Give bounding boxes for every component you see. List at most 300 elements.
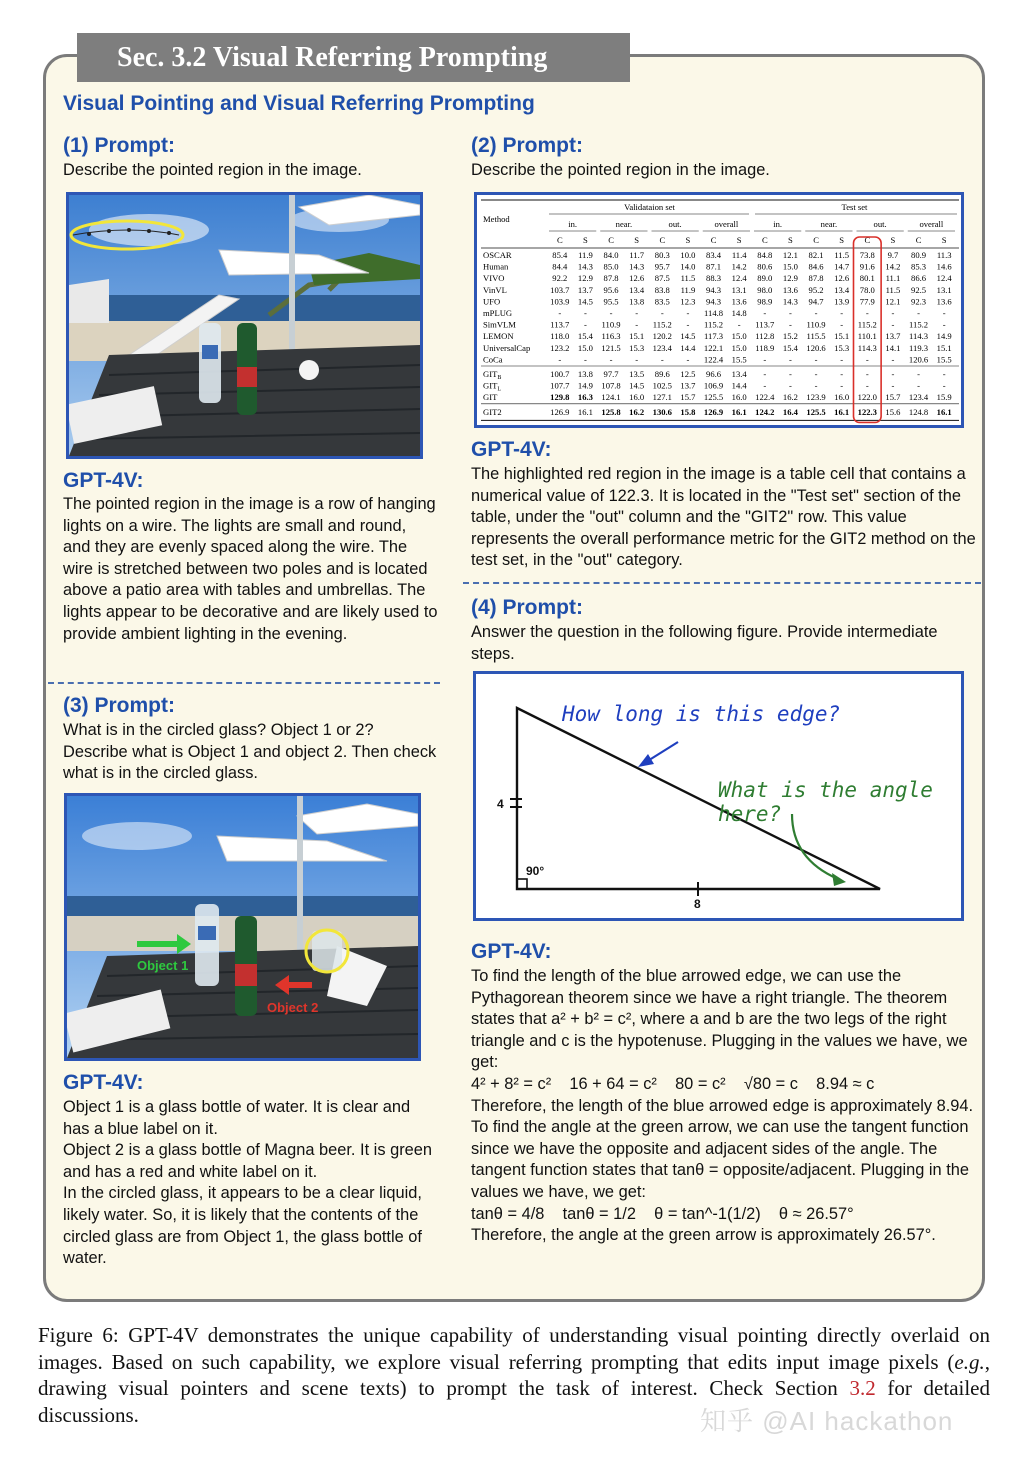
table-cell: 10.0 — [680, 250, 696, 260]
table-cell: 12.5 — [680, 369, 696, 379]
table-cell: - — [942, 380, 946, 391]
angle-label-90: 90° — [526, 864, 545, 878]
table-row-label: CoCa — [483, 354, 503, 365]
gpt4-answer-line: Therefore, the angle at the green arrow is approximately 26.57°. — [471, 1226, 936, 1245]
table-cell: 118.9 — [755, 342, 775, 353]
watermark: 知乎 @AI hackathon — [700, 1406, 954, 1436]
table-cell: 14.0 — [680, 261, 696, 272]
table-cell: 83.8 — [654, 284, 670, 295]
table-row-label: GIT2 — [483, 406, 502, 417]
table-cell: 11.7 — [629, 250, 645, 260]
table-cell: 94.3 — [706, 296, 722, 307]
table-cell: 16.2 — [629, 406, 645, 417]
table-cell: 106.9 — [703, 380, 724, 391]
table-cell: 15.3 — [629, 342, 645, 353]
table-cell: - — [865, 354, 869, 365]
gpt4-answer-line: To find the angle at the green arrow, we can use the tangent function since we have the opposite and adjacent sides of the angle. The tangent function states that tanθ = opposite/adjacent. Plugging in the values we have, we get: — [471, 1118, 970, 1201]
table-cell: 15.0 — [731, 342, 747, 353]
caption-text-2: , drawing visual pointers and scene texts) to prompt the task of interest. Check Section — [38, 1349, 990, 1400]
table-cell: 84.4 — [552, 261, 568, 272]
table-cell: 16.2 — [782, 392, 798, 403]
table-cell: - — [840, 308, 844, 318]
table-cell: 15.9 — [936, 392, 952, 403]
table-cell: - — [865, 369, 869, 379]
table-cell: 12.3 — [680, 296, 696, 307]
table-cell: - — [840, 354, 844, 365]
table-metric-header: C — [556, 235, 563, 245]
table-cell: - — [635, 354, 639, 365]
table-cell: - — [686, 354, 690, 365]
divider-left — [48, 682, 440, 684]
table-cell: - — [917, 308, 920, 318]
section-reference-link[interactable]: 3.2 — [849, 1376, 876, 1400]
table-cell: 11.3 — [936, 250, 952, 260]
table-cell: 84.6 — [808, 261, 824, 272]
table-cell: - — [840, 369, 844, 379]
table-cell: - — [942, 308, 946, 318]
table-cell: 102.5 — [652, 380, 672, 391]
right-angle-marker — [517, 879, 527, 889]
table-cell: 124.8 — [908, 406, 929, 417]
table-cell: 11.5 — [834, 250, 850, 260]
table-cell: 122.0 — [857, 392, 877, 403]
gpt3-title: GPT-4V: — [63, 1071, 144, 1094]
table-cell: - — [635, 308, 639, 318]
table-cell: 12.6 — [629, 273, 645, 284]
table-metric-header: C — [864, 235, 871, 245]
side-label-8: 8 — [694, 897, 701, 911]
table-cell: 126.9 — [703, 406, 724, 417]
table-cell: - — [660, 354, 664, 365]
gpt4-answer-line: Therefore, the length of the blue arrowed edge is approximately 8.94. — [471, 1096, 974, 1115]
table-cell: 15.2 — [782, 331, 798, 342]
table-cell: 95.2 — [808, 284, 824, 295]
table-cell: 96.6 — [706, 369, 722, 379]
gpt4-title: GPT-4V: — [471, 940, 552, 963]
table-cell: 87.8 — [808, 273, 824, 284]
table-cell: 13.5 — [629, 369, 645, 379]
table-metric-header: S — [634, 235, 640, 245]
table-cell: 85.0 — [603, 261, 619, 272]
table-cell: 12.1 — [782, 250, 798, 260]
table-cell: 11.5 — [885, 284, 901, 295]
caption-eg: e.g. — [954, 1349, 985, 1374]
table-cell: - — [917, 369, 920, 379]
table-cell: 15.6 — [885, 406, 901, 417]
table-cell: 15.1 — [834, 331, 850, 342]
table-cell: 85.3 — [911, 261, 927, 272]
table-cell: 122.4 — [703, 354, 724, 365]
prompt3-text: What is in the circled glass? Object 1 or 2? Describe what is Object 1 and object 2. Then check what is in the circled glass. — [63, 721, 437, 783]
table-cell: 91.6 — [859, 261, 875, 272]
table-cell: 115.2 — [909, 319, 929, 330]
table-cell: 127.1 — [652, 392, 672, 403]
table-cell: 89.0 — [757, 273, 773, 284]
table-metric-header: S — [736, 235, 742, 245]
table-cell: - — [763, 308, 767, 318]
table-row-label: VinVL — [483, 284, 507, 295]
table-cell: 13.9 — [834, 296, 850, 307]
table-cell: 117.3 — [704, 331, 724, 342]
table-group-header: Test set — [841, 202, 868, 212]
table-cell: 87.5 — [654, 273, 670, 284]
gpt4-answer — [471, 966, 979, 1247]
table-cell: 95.6 — [603, 284, 619, 295]
table-metric-header: S — [941, 235, 947, 245]
table-cell: 13.7 — [885, 331, 901, 342]
table-cell: 78.0 — [859, 284, 875, 295]
table-cell: - — [865, 308, 869, 318]
table-cell: 130.6 — [652, 406, 672, 417]
divider-right — [463, 582, 981, 584]
patio-scene-1 — [69, 195, 420, 456]
gpt4-answer-line: To find the length of the blue arrowed edge, we can use the Pythagorean theorem since we have a right triangle. The theorem states that a² + b² = c², where a and b are the two legs of the right triangle and c is the hypotenuse. Plugging in the values we have, we get: — [471, 967, 968, 1072]
gpt4-answer-line: 4² + 8² = c² 16 + 64 = c² 80 = c² √80 = c 8.94 ≈ c — [471, 1074, 875, 1093]
object2-label: Object 2 — [267, 1000, 319, 1015]
results-table-svg — [481, 199, 959, 425]
table-cell: 11.9 — [578, 250, 593, 260]
table-cell: 11.1 — [885, 273, 901, 284]
table-cell: 14.1 — [885, 342, 901, 353]
table-cell: - — [814, 308, 818, 318]
table-cell: - — [763, 354, 767, 365]
table-cell: 110.9 — [601, 319, 621, 330]
table-cell: 16.1 — [936, 406, 952, 417]
table-group-header: Validataion set — [624, 202, 675, 212]
triangle-figure — [473, 671, 964, 921]
table-cell: 14.3 — [629, 261, 645, 272]
table-cell: 123.9 — [806, 392, 826, 403]
table-cell: 123.2 — [550, 342, 570, 353]
table-cell: 113.7 — [550, 319, 570, 330]
caption-text-1: Figure 6: GPT-4V demonstrates the unique capability of understanding visual pointing directly overlaid on images. Based on such capability, we explore visual referring prompting that edits input image pixels ( — [38, 1323, 990, 1374]
table-cell: 14.2 — [731, 261, 747, 272]
table-cell: 92.2 — [552, 273, 568, 284]
prompt4-text: Answer the question in the following figure. Provide intermediate steps. — [471, 623, 938, 663]
table-cell: 120.6 — [908, 354, 929, 365]
table-subgroup-header: near. — [820, 219, 838, 229]
table-cell: 16.0 — [731, 392, 747, 403]
prompt3-title: (3) Prompt: — [63, 694, 175, 717]
gpt3-answer-line: Object 2 is a glass bottle of Magna beer. It is green and has a red and white label on it. — [63, 1141, 432, 1181]
table-metric-header: C — [915, 235, 922, 245]
table-cell: 14.3 — [782, 296, 798, 307]
table-row-label: SimVLM — [483, 319, 516, 330]
table-cell: 14.7 — [834, 261, 850, 272]
gpt2-answer: The highlighted red region in the image is a table cell that contains a numerical value of 122.3. It is located in the "Test set" section of the table, under the "out" column and the "GIT2" row. This value represents the overall performance metric for the GIT2 method on the test set, in the "out" category. — [471, 465, 976, 570]
prompt1-title: (1) Prompt: — [63, 134, 175, 157]
table-cell: 122.3 — [857, 406, 877, 417]
table-cell: 119.3 — [909, 342, 929, 353]
table-row-label: Human — [483, 261, 509, 272]
table-cell: - — [814, 354, 818, 365]
table-metric-header: C — [608, 235, 614, 245]
gpt3-answer — [63, 1097, 441, 1270]
table-metric-header: C — [659, 235, 666, 245]
table-cell: - — [584, 354, 587, 365]
table-cell: 15.7 — [680, 392, 696, 403]
table-cell: 85.4 — [552, 250, 568, 260]
table-metric-header: C — [761, 235, 768, 245]
table-cell: 14.9 — [577, 380, 593, 391]
table-cell: 14.5 — [629, 380, 645, 391]
table-cell: 9.7 — [887, 250, 899, 260]
gpt3-answer-line: In the circled glass, it appears to be a clear liquid, likely water. So, it is likely that the contents of the circled glass are from Object 1, the glass bottle of water. — [63, 1184, 422, 1268]
table-cell: - — [609, 354, 613, 365]
table-cell: 80.9 — [911, 250, 927, 260]
table-cell: 97.7 — [603, 369, 619, 379]
table-cell: 12.4 — [731, 273, 747, 284]
table-cell: - — [686, 308, 690, 318]
results-table — [481, 199, 959, 425]
table-cell: 84.8 — [757, 250, 773, 260]
table-cell: 107.8 — [601, 380, 621, 391]
table-cell: 13.4 — [731, 369, 747, 379]
table-cell: 16.0 — [834, 392, 850, 403]
table-cell: - — [840, 380, 844, 391]
gpt4-answer-line: tanθ = 4/8 tanθ = 1/2 θ = tan^-1(1/2) θ ≈ 26.57° — [471, 1204, 854, 1223]
table-method-header: Method — [483, 214, 510, 224]
table-cell: 14.8 — [731, 308, 747, 318]
patio-scene-2 — [67, 796, 418, 1058]
table-cell: 94.3 — [706, 284, 722, 295]
table-cell: 87.8 — [603, 273, 619, 284]
table-cell: 73.8 — [859, 250, 875, 260]
table-cell: 107.7 — [550, 380, 570, 391]
table-cell: - — [584, 319, 587, 330]
figure-heading: Visual Pointing and Visual Referring Prompting — [63, 92, 535, 115]
table-cell: 92.5 — [911, 284, 927, 295]
table-row-label: $GIT_L$ — [483, 380, 501, 393]
table-cell: 16.4 — [782, 406, 798, 417]
table-cell: - — [763, 380, 767, 391]
table-subgroup-header: near. — [615, 219, 633, 229]
table-cell: 120.6 — [806, 342, 826, 353]
table-cell: - — [789, 369, 792, 379]
table-cell: 16.1 — [731, 406, 747, 417]
table-cell: 14.4 — [731, 380, 747, 391]
table-cell: 14.3 — [577, 261, 593, 272]
table-cell: 98.0 — [757, 284, 773, 295]
table-cell: 15.1 — [936, 342, 952, 353]
side-label-4: 4 — [497, 797, 504, 811]
table-cell: 13.8 — [629, 296, 645, 307]
table-cell: 120.2 — [652, 331, 672, 342]
figure-question-edge: How long is this edge? — [562, 702, 841, 726]
table-cell: 15.0 — [731, 331, 747, 342]
table-cell: 123.4 — [908, 392, 929, 403]
table-cell: 94.7 — [808, 296, 824, 307]
table-cell: - — [891, 319, 895, 330]
table-cell: 100.7 — [550, 369, 570, 379]
table-cell: 80.6 — [757, 261, 773, 272]
table-cell: 13.1 — [731, 284, 747, 295]
table-metric-header: S — [890, 235, 896, 245]
table-cell: 15.1 — [629, 331, 645, 342]
table-cell: 114.3 — [857, 342, 877, 353]
table-cell: 11.5 — [680, 273, 696, 284]
table-cell: 14.5 — [680, 331, 696, 342]
table-cell: 115.5 — [806, 331, 826, 342]
table-cell: - — [686, 319, 690, 330]
table-cell: 13.8 — [577, 369, 593, 379]
table-subgroup-header: in. — [568, 219, 578, 229]
gpt3-answer-line: Object 1 is a glass bottle of water. It is clear and has a blue label on it. — [63, 1098, 411, 1138]
table-subgroup-header: out. — [873, 219, 887, 229]
table-cell: 122.4 — [755, 392, 775, 403]
figure-question-angle: What is the angle here? — [718, 778, 933, 826]
table-cell: - — [635, 319, 639, 330]
table-row-label: mPLUG — [483, 308, 513, 318]
table-metric-header: S — [788, 235, 793, 245]
table-cell: 13.7 — [680, 380, 696, 391]
table-cell: 12.9 — [577, 273, 593, 284]
table-cell: 16.1 — [834, 406, 850, 417]
table-cell: 12.4 — [936, 273, 952, 284]
table-cell: 11.4 — [731, 250, 747, 260]
table-cell: - — [558, 308, 562, 318]
table-cell: 15.8 — [680, 406, 696, 417]
table-cell: 82.1 — [808, 250, 824, 260]
table-cell: - — [789, 308, 792, 318]
gpt1-title: GPT-4V: — [63, 469, 144, 492]
gpt2-title: GPT-4V: — [471, 438, 552, 461]
table-cell: 121.5 — [601, 342, 621, 353]
prompt1-text: Describe the pointed region in the image. — [63, 161, 362, 179]
table-cell: 125.5 — [703, 392, 724, 403]
table-cell: - — [660, 308, 664, 318]
table-cell: 83.4 — [706, 250, 722, 260]
table-cell: 77.9 — [859, 296, 875, 307]
table-cell: 15.0 — [782, 261, 798, 272]
table-cell: - — [763, 369, 767, 379]
table-cell: 95.7 — [654, 261, 670, 272]
table-cell: 126.9 — [550, 406, 570, 417]
table-cell: - — [789, 354, 792, 365]
table-cell: 16.1 — [577, 406, 593, 417]
table-cell: - — [917, 380, 920, 391]
patio-photo-1 — [66, 192, 423, 459]
table-cell: 98.9 — [757, 296, 773, 307]
table-cell: - — [814, 369, 818, 379]
table-row-label: LEMON — [483, 331, 514, 342]
prompt2-text: Describe the pointed region in the image. — [471, 161, 770, 179]
table-cell: 12.6 — [834, 273, 850, 284]
table-cell: 13.4 — [834, 284, 850, 295]
table-metric-header: S — [839, 235, 845, 245]
table-cell: 103.9 — [550, 296, 570, 307]
table-cell: 116.3 — [601, 331, 621, 342]
table-row-label: UniversalCap — [483, 342, 531, 353]
table-cell: - — [609, 308, 613, 318]
table-cell: 16.0 — [629, 392, 645, 403]
table-cell: 11.9 — [680, 284, 696, 295]
table-cell: - — [942, 369, 946, 379]
table-cell: 114.3 — [909, 331, 929, 342]
table-metric-header: S — [583, 235, 588, 245]
table-cell: 110.1 — [857, 331, 877, 342]
object1-label: Object 1 — [137, 958, 189, 973]
table-cell: - — [737, 319, 741, 330]
table-metric-header: C — [710, 235, 717, 245]
table-row-label: OSCAR — [483, 250, 512, 260]
results-table-image — [474, 192, 964, 428]
table-cell: 12.1 — [885, 296, 901, 307]
table-cell: 125.5 — [806, 406, 826, 417]
prompt2-title: (2) Prompt: — [471, 134, 583, 157]
table-row-label: UFO — [483, 296, 501, 307]
table-cell: 13.4 — [629, 284, 645, 295]
table-cell: 15.4 — [577, 331, 593, 342]
table-cell: - — [789, 319, 792, 330]
table-cell: - — [558, 354, 562, 365]
table-cell: - — [942, 319, 946, 330]
table-cell: 15.7 — [885, 392, 901, 403]
table-cell: 88.3 — [706, 273, 722, 284]
table-cell: 103.7 — [550, 284, 570, 295]
table-subgroup-header: overall — [714, 219, 739, 229]
caption-text-3: for detailed discussions. — [38, 1376, 990, 1427]
table-cell: 15.4 — [782, 342, 798, 353]
table-cell: 13.6 — [731, 296, 747, 307]
table-cell: 129.8 — [550, 392, 570, 403]
table-cell: - — [891, 354, 895, 365]
table-cell: 13.6 — [782, 284, 798, 295]
table-cell: 114.8 — [704, 308, 724, 318]
table-cell: 113.7 — [755, 319, 775, 330]
table-cell: 13.7 — [577, 284, 593, 295]
table-subgroup-header: out. — [668, 219, 682, 229]
table-subgroup-header: in. — [773, 219, 783, 229]
table-cell: - — [789, 380, 792, 391]
table-cell: 95.5 — [603, 296, 619, 307]
table-cell: - — [891, 380, 895, 391]
table-row-label: $GIT_B$ — [483, 369, 502, 381]
table-cell: 115.2 — [652, 319, 672, 330]
table-metric-header: S — [685, 235, 691, 245]
table-cell: 80.3 — [654, 250, 670, 260]
table-cell: 118.0 — [550, 331, 570, 342]
table-cell: 112.8 — [755, 331, 775, 342]
table-cell: - — [814, 380, 818, 391]
table-cell: 115.2 — [704, 319, 724, 330]
table-cell: 84.0 — [603, 250, 619, 260]
table-cell: 80.1 — [859, 273, 875, 284]
table-cell: 83.5 — [654, 296, 670, 307]
table-row-label: VIVO — [483, 273, 505, 284]
table-cell: - — [840, 319, 844, 330]
table-cell: 15.5 — [731, 354, 747, 365]
table-cell: 123.4 — [652, 342, 672, 353]
table-cell: 92.3 — [911, 296, 927, 307]
table-cell: 15.0 — [577, 342, 593, 353]
table-cell: 13.6 — [936, 296, 952, 307]
gpt1-answer: The pointed region in the image is a row of hanging lights on a wire. The lights are small and round, and they are evenly spaced along the wire. The wire is stretched between two poles and is located above a patio area with tables and umbrellas. The lights appear to be decorative and are likely used to provide ambient lighting in the evening. — [63, 495, 438, 643]
table-cell: 124.2 — [755, 406, 775, 417]
table-cell: 14.5 — [577, 296, 593, 307]
table-row-label: GIT — [483, 392, 498, 403]
table-cell: 110.9 — [806, 319, 826, 330]
table-cell: 12.9 — [782, 273, 798, 284]
prompt4-title: (4) Prompt: — [471, 596, 583, 619]
table-cell: 14.9 — [936, 331, 952, 342]
table-cell: 122.1 — [703, 342, 724, 353]
section-title: Sec. 3.2 Visual Referring Prompting — [77, 33, 630, 82]
patio-photo-2 — [64, 793, 421, 1061]
table-cell: 15.5 — [936, 354, 952, 365]
table-cell: 14.2 — [885, 261, 901, 272]
table-cell: 14.6 — [936, 261, 952, 272]
